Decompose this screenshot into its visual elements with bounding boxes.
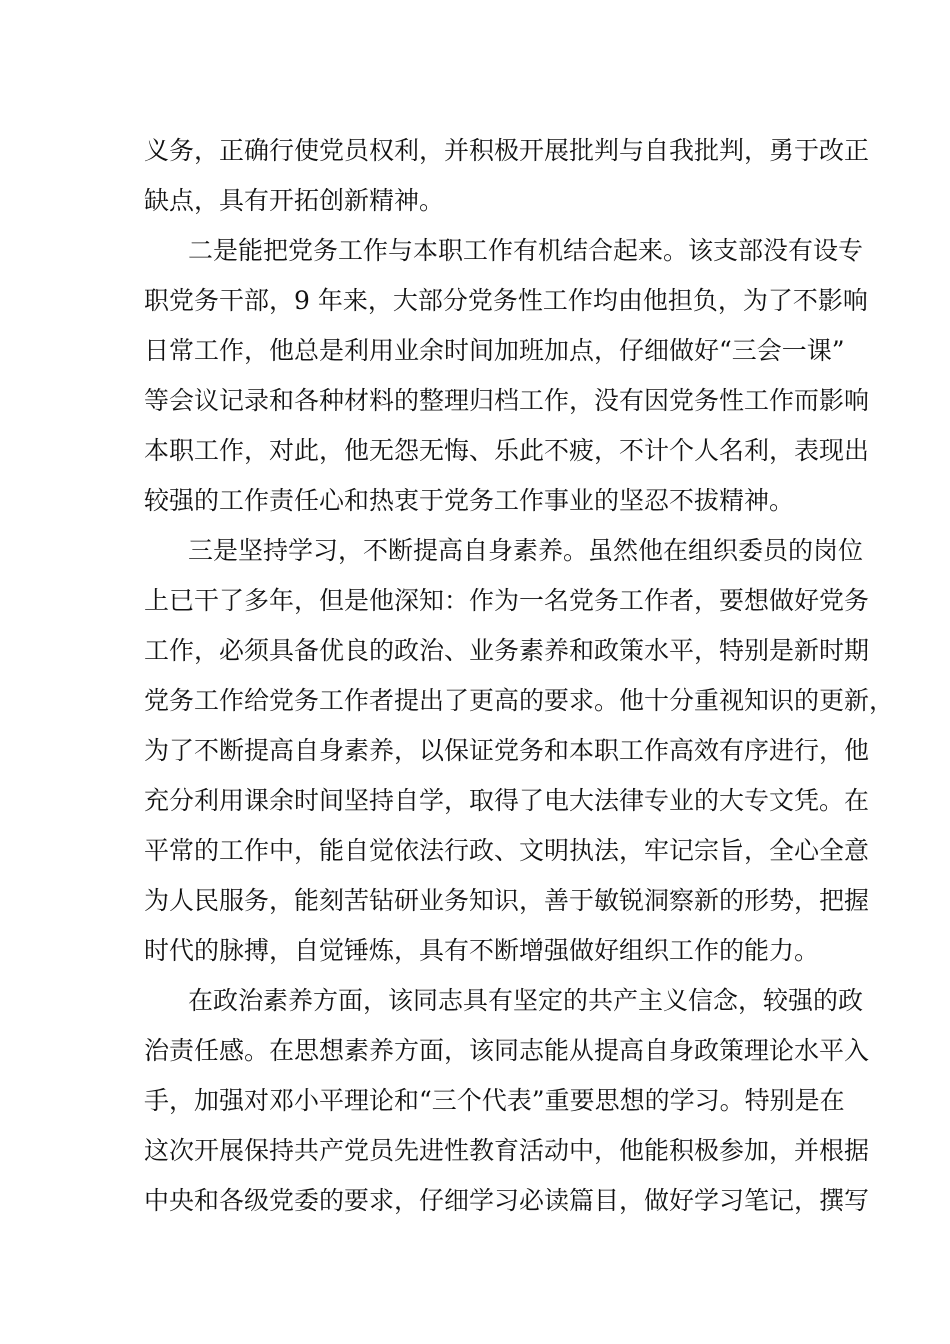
text-line: 日常工作，他总是利用业余时间加班加点，仔细做好“三会一课” — [144, 336, 845, 365]
text-line: 平常的工作中，能自觉依法行政、文明执法，牢记宗旨，全心全意 — [144, 836, 870, 865]
paragraph-start-line: 三是坚持学习，不断提高自身素养。虽然他在组织委员的岗位 — [188, 536, 864, 565]
text-line: 等会议记录和各种材料的整理归档工作，没有因党务性工作而影响 — [144, 386, 870, 415]
text-line: 充分利用课余时间坚持自学，取得了电大法律专业的大专文凭。在 — [144, 786, 870, 815]
paragraph-start-line: 在政治素养方面，该同志具有坚定的共产主义信念，较强的政 — [188, 986, 864, 1015]
text-line: 时代的脉搏，自觉锤炼，具有不断增强做好组织工作的能力。 — [144, 936, 820, 965]
text-line: 较强的工作责任心和热衷于党务工作事业的坚忍不拔精神。 — [144, 486, 795, 515]
text-line: 职党务干部，9 年来，大部分党务性工作均由他担负，为了不影响 — [144, 286, 868, 315]
text-line: 中央和各级党委的要求，仔细学习必读篇目，做好学习笔记，撰写 — [144, 1186, 870, 1215]
text-line: 工作，必须具备优良的政治、业务素养和政策水平，特别是新时期 — [144, 636, 870, 665]
text-line: 治责任感。在思想素养方面，该同志能从提高自身政策理论水平入 — [144, 1036, 870, 1065]
text-line: 手，加强对邓小平理论和“三个代表”重要思想的学习。特别是在 — [144, 1086, 845, 1115]
text-line: 缺点，具有开拓创新精神。 — [144, 186, 445, 215]
text-line: 义务，正确行使党员权利，并积极开展批判与自我批判，勇于改正 — [144, 136, 870, 165]
text-line: 为人民服务，能刻苦钻研业务知识，善于敏锐洞察新的形势，把握 — [144, 886, 870, 915]
text-line: 这次开展保持共产党员先进性教育活动中，他能积极参加，并根据 — [144, 1136, 870, 1165]
text-line: 为了不断提高自身素养，以保证党务和本职工作高效有序进行，他 — [144, 736, 870, 765]
document-body — [144, 126, 895, 1226]
text-line: 上已干了多年，但是他深知：作为一名党务工作者，要想做好党务 — [144, 586, 870, 615]
text-line: 本职工作，对此，他无怨无悔、乐此不疲，不计个人名利，表现出 — [144, 436, 870, 465]
text-line: 党务工作给党务工作者提出了更高的要求。他十分重视知识的更新， — [144, 686, 895, 715]
paragraph-start-line: 二是能把党务工作与本职工作有机结合起来。该支部没有设专 — [188, 236, 864, 265]
